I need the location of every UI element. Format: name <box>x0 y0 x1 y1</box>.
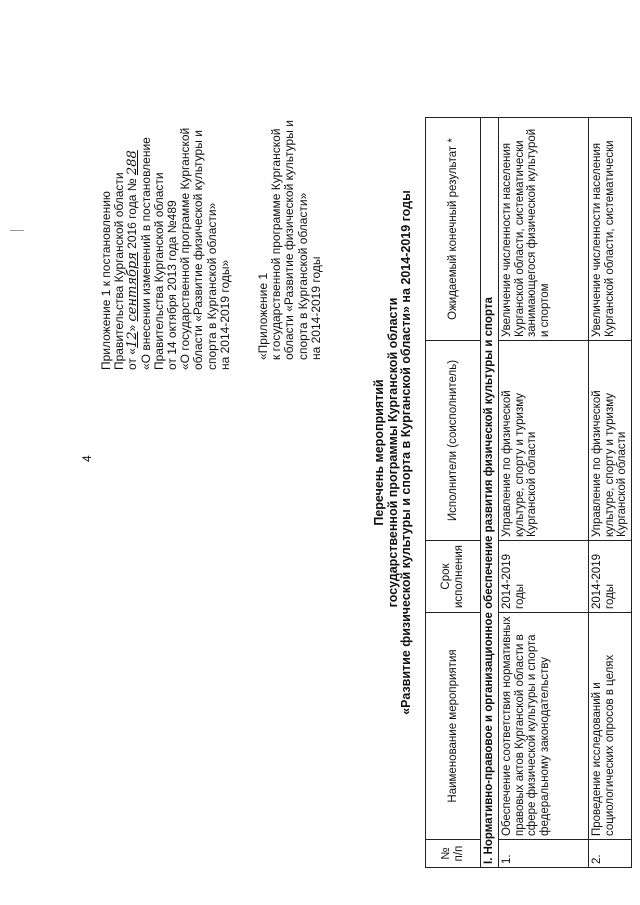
cell-executor: Управление по физической культуре, спорту и туризму Курганской области <box>498 341 588 541</box>
appendix-inner-line: спорта в Курганской области» <box>295 192 310 360</box>
cell-number: 2. <box>588 840 631 868</box>
header-term: Срок исполнения <box>426 541 481 613</box>
appendix-inner-header <box>257 40 323 360</box>
appendix-date-line: от «12» сентября 2016 года № 288 <box>125 150 141 370</box>
cell-term: 2014-2019 годы <box>498 541 588 613</box>
appendix-inner-line: на 2014-2019 годы <box>308 256 323 360</box>
appendix-line: от 14 октября 2013 года №489 <box>165 200 180 370</box>
cell-executor: Управление по физической культуре, спорту и туризму Курганской области <box>588 341 631 541</box>
document-title <box>373 0 414 905</box>
appendix-line: области «Развитие физической культуры и <box>191 130 206 370</box>
appendix-line: Правительства Курганской области <box>151 172 166 370</box>
appendix-line: Правительства Курганской области <box>112 172 127 370</box>
cell-number: 1. <box>498 840 588 868</box>
title-line: «Развитие физической культуры и спорта в Курганской области» на 2014-2019 годы <box>399 190 413 715</box>
cell-result: Увеличение численности населения Курганской области, систематически <box>588 118 631 341</box>
appendix-line: «О внесении изменений в постановление <box>138 137 153 370</box>
cell-result: Увеличение численности населения Курганской области, систематически занимающегося физической культурой и спортом <box>498 118 588 341</box>
title-line: государственной программы Курганской области <box>385 297 400 608</box>
header-executor: Исполнители (соисполнитель) <box>426 341 481 541</box>
appendix-header <box>100 50 232 370</box>
title-line: Перечень мероприятий <box>372 379 386 526</box>
appendix-line: на 2014-2019 годы» <box>217 259 232 370</box>
table-row <box>498 118 588 868</box>
appendix-inner-line: области «Развитие физической культуры и <box>282 120 297 360</box>
header-number: № п/п <box>426 840 481 868</box>
header-name: Наименование мероприятия <box>426 613 481 840</box>
page-number: 4 <box>80 455 94 462</box>
cell-term: 2014-2019 годы <box>588 541 631 613</box>
handwritten-day: 12 <box>125 331 141 349</box>
section-row <box>481 118 499 868</box>
table-header-row <box>426 118 481 868</box>
cell-name: Обеспечение соответствия нормативных правовых актов Курганской области в сфере физической культуры и спорта федеральному законодательству <box>498 613 588 840</box>
appendix-inner-line: «Приложение 1 <box>256 272 270 360</box>
handwritten-month: сентября <box>125 252 141 322</box>
appendix-inner-line: к государственной программе Курганской <box>269 128 284 360</box>
header-result: Ожидаемый конечный результат * <box>426 118 481 341</box>
section-title: I. Нормативно-правовое и организационное обеспечение развития физической культуры и спорта <box>481 118 499 868</box>
table-row <box>588 118 631 868</box>
appendix-line: «О государственной программе Курганской <box>178 127 193 370</box>
measures-table <box>425 117 632 868</box>
appendix-line: Приложение 1 к постановлению <box>99 191 113 370</box>
handwritten-number: 288 <box>125 150 141 176</box>
appendix-line: спорта в Курганской области» <box>204 202 219 370</box>
cell-name: Проведение исследований и социологических опросов в целях <box>588 613 631 840</box>
